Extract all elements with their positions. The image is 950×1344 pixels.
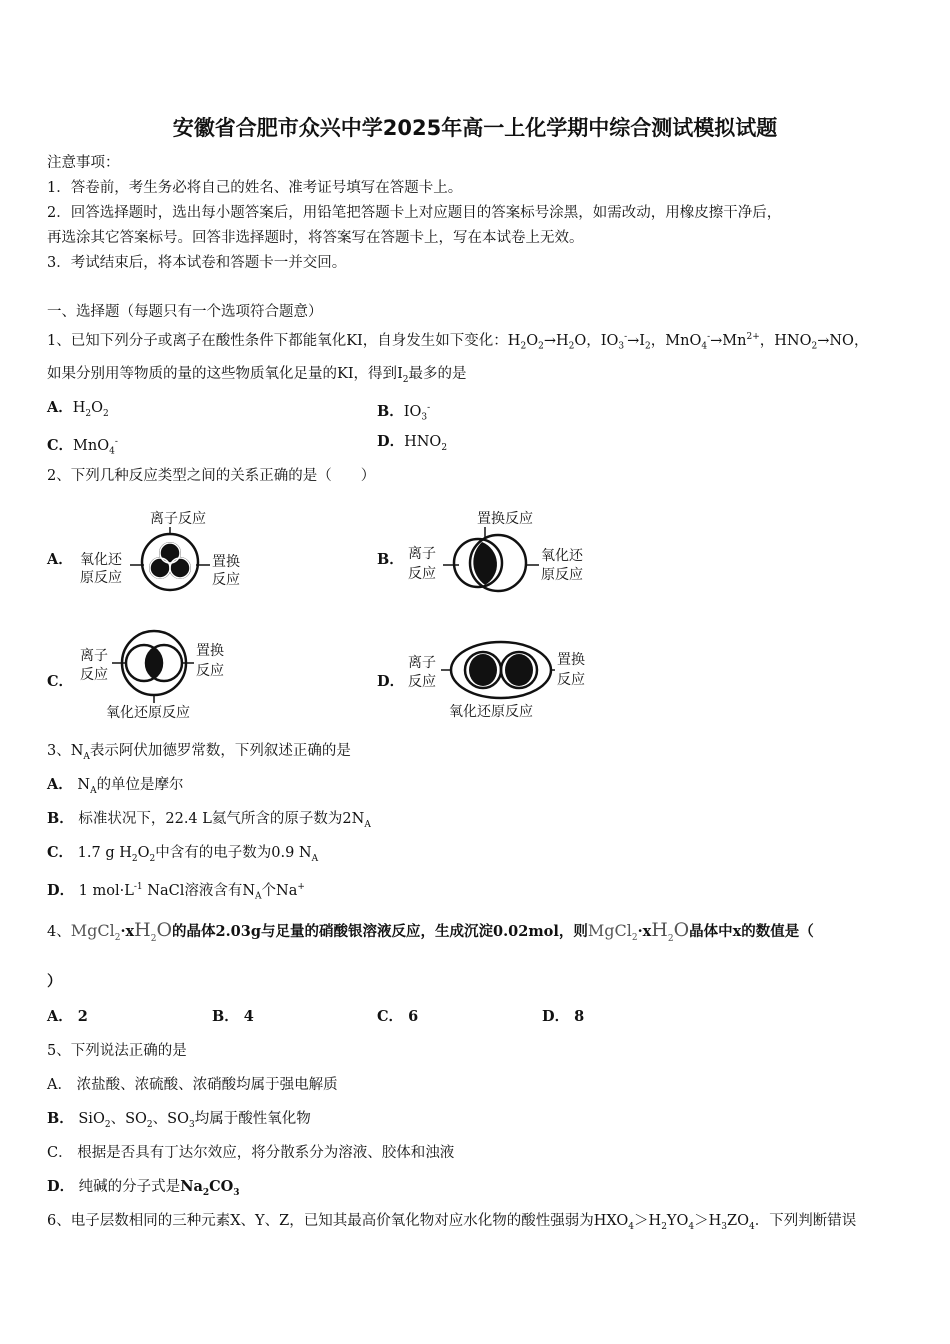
diagram-text: 置换 — [196, 643, 224, 659]
diagram-text: 反应 — [196, 663, 224, 679]
q4-option-c[interactable]: C． 6 — [377, 1008, 419, 1025]
q1-stem-2: 如果分别用等物质的量的这些物质氧化足量的KI，得到$I_2$最多的是 — [47, 366, 467, 385]
q2-diagram-d[interactable] — [405, 630, 605, 725]
diagram-text: 置换反应 — [477, 511, 533, 527]
diagram-text: 氧化还 — [80, 552, 122, 568]
q3-option-d[interactable]: D． 1 $mol\cdot L^{-1}$ NaCl溶液含有$N_A$个Na+ — [47, 881, 305, 902]
q1-option-a[interactable]: A．$H_2O_2$ — [47, 399, 109, 419]
notice-item: 3．考试结束后，将本试卷和答题卡一并交回。 — [47, 255, 347, 271]
diagram-text: 氧化还原反应 — [449, 704, 533, 720]
q3-option-a[interactable]: A． $N_A$的单位是摩尔 — [47, 776, 184, 796]
diagram-text: 原反应 — [541, 567, 583, 583]
q4-option-d[interactable]: D． 8 — [542, 1008, 585, 1025]
section-heading: 一、选择题（每题只有一个选项符合题意） — [47, 304, 323, 320]
diagram-text: 离子 — [80, 648, 108, 664]
q2-diagram-b[interactable] — [405, 505, 605, 595]
q2-option-b-label[interactable]: B． — [377, 551, 404, 568]
q3-stem: 3、$N_A$表示阿伏加德罗常数，下列叙述正确的是 — [47, 743, 351, 762]
q1-stem: 1、已知下列分子或离子在酸性条件下都能氧化KI，自身发生如下变化：$H_2O_2\to H_2O$，$IO_3^-\to I_2$，$MnO_4^-\to Mn^{2+}$，$HNO_2\to NO$， — [47, 332, 869, 352]
q5-option-b[interactable]: B． SiO$_2$、$SO_2$、$SO_3$均属于酸性氧化物 — [47, 1110, 311, 1130]
diagram-text: 离子 — [408, 655, 436, 671]
notice-item: 再选涂其它答案标号。回答非选择题时，将答案写在答题卡上，写在本试卷上无效。 — [47, 230, 584, 246]
q3-option-c[interactable]: C． 1.7 g $H_2O_2$中含有的电子数为0.9 $N_A$ — [47, 844, 319, 864]
q2-stem: 2、下列几种反应类型之间的关系正确的是（ ） — [47, 468, 376, 484]
diagram-text: 原反应 — [80, 570, 122, 586]
circle-shape — [149, 557, 171, 579]
q5-option-a[interactable]: A． 浓盐酸、浓硫酸、浓硝酸均属于强电解质 — [47, 1077, 338, 1093]
q5-stem: 5、下列说法正确的是 — [47, 1043, 187, 1059]
q2-diagram-a[interactable] — [72, 505, 262, 595]
page-title: 安徽省合肥市众兴中学2025年高一上化学期中综合测试模拟试题 — [172, 116, 778, 140]
q1-option-d[interactable]: D．$HNO_2$ — [377, 433, 448, 453]
diagram-text: 氧化还 — [541, 548, 583, 564]
q6-stem: 6、电子层数相同的三种元素X、Y、Z，已知其最高价氧化物对应水化物的酸性强弱为$HXO_4>H_2YO_4>H_3ZO_4$．下列判断错误 — [47, 1213, 857, 1232]
q2-diagram-c[interactable] — [72, 625, 272, 725]
diagram-text: 离子 — [408, 546, 436, 562]
diagram-text: 反应 — [408, 674, 436, 690]
q5-option-d[interactable]: D． 纯碱的分子式是$Na_2CO_3$ — [47, 1178, 240, 1198]
q4-stem: 4、$MgCl_2\cdot xH_2O$的晶体2.03g与足量的硝酸银溶液反应，生成沉淀0.02mol，则$MgCl_2\cdot xH_2O$晶体中x的数值是（ — [47, 919, 814, 944]
q3-option-b[interactable]: B． 标准状况下，22.4 L氦气所含的原子数为$2N_A$ — [47, 810, 371, 830]
diagram-text: 氧化还原反应 — [106, 705, 190, 721]
overlap-shape — [473, 542, 497, 585]
q5-option-c[interactable]: C． 根据是否具有丁达尔效应，将分散系分为溶液、胶体和浊液 — [47, 1145, 455, 1161]
q2-option-c-label[interactable]: C． — [47, 673, 74, 690]
circle-shape — [169, 557, 191, 579]
diagram-text: 置换 — [212, 554, 240, 570]
q2-option-a-label[interactable]: A． — [47, 551, 73, 568]
q4-option-b[interactable]: B． 4 — [212, 1008, 254, 1025]
diagram-text: 反应 — [408, 566, 436, 582]
q4-option-a[interactable]: A． 2 — [47, 1008, 88, 1025]
q1-option-c[interactable]: C．MnO$_4$- — [47, 436, 118, 457]
notice-heading: 注意事项： — [47, 155, 120, 171]
diagram-text: 置换 — [557, 652, 585, 668]
q4-stem-close: ） — [47, 973, 62, 990]
diagram-text: 反应 — [80, 667, 108, 683]
notice-item: 1．答卷前，考生务必将自己的姓名、准考证号填写在答题卡上。 — [47, 180, 463, 196]
diagram-text: 反应 — [557, 672, 585, 688]
q2-option-d-label[interactable]: D． — [377, 673, 405, 690]
q1-option-b[interactable]: B．$IO_3^-$ — [377, 402, 431, 423]
diagram-text: 反应 — [212, 572, 240, 588]
overlap-shape — [469, 654, 497, 686]
diagram-text: 离子反应 — [150, 511, 206, 527]
overlap-shape — [505, 654, 533, 686]
notice-item: 2．回答选择题时，选出每小题答案后，用铅笔把答题卡上对应题目的答案标号涂黑，如需改动，用橡皮擦干净后， — [47, 205, 782, 221]
